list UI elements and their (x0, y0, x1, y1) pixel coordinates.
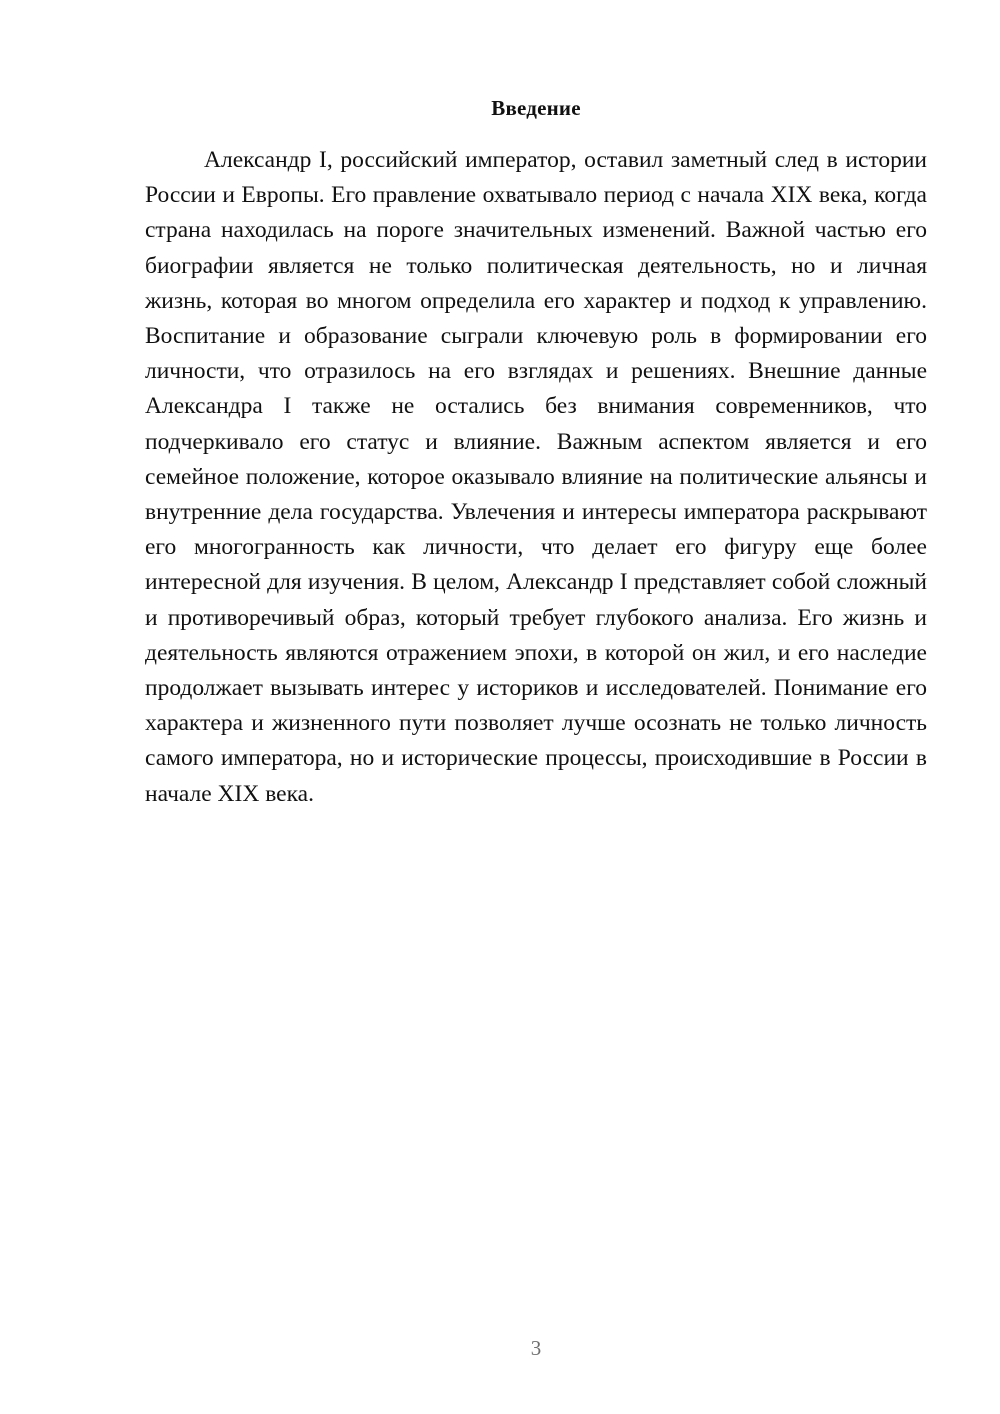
section-heading: Введение (491, 96, 581, 120)
introduction-paragraph: Александр I, российский император, оставил заметный след в истории России и Европы. Его правление охватывало период с начала XIX века, когда страна находилась на пороге значительных изменений. Важной частью его биографии является не только политическая деятельность, но и личная жизнь, которая во многом определила его характер и подход к управлению. Воспитание и образование сыграли ключевую роль в формировании его личности, что отразилось на его взглядах и решениях. Внешние данные Александра I также не остались без внимания современников, что подчеркивало его статус и влияние. Важным аспектом является и его семейное положение, которое оказывало влияние на политические альянсы и внутренние дела государства. Увлечения и интересы императора раскрывают его многогранность как личности, что делает его фигуру еще более интересной для изучения. В целом, Александр I представляет собой сложный и противоречивый образ, который требует глубокого анализа. Его жизнь и деятельность являются отражением эпохи, в которой он жил, и его наследие продолжает вызывать интерес у историков и исследователей. Понимание его характера и жизненного пути позволяет лучше осознать не только личность самого императора, но и исторические процессы, происходившие в России в начале XIX века. (145, 147, 927, 807)
page-number: 3 (530, 1336, 542, 1360)
